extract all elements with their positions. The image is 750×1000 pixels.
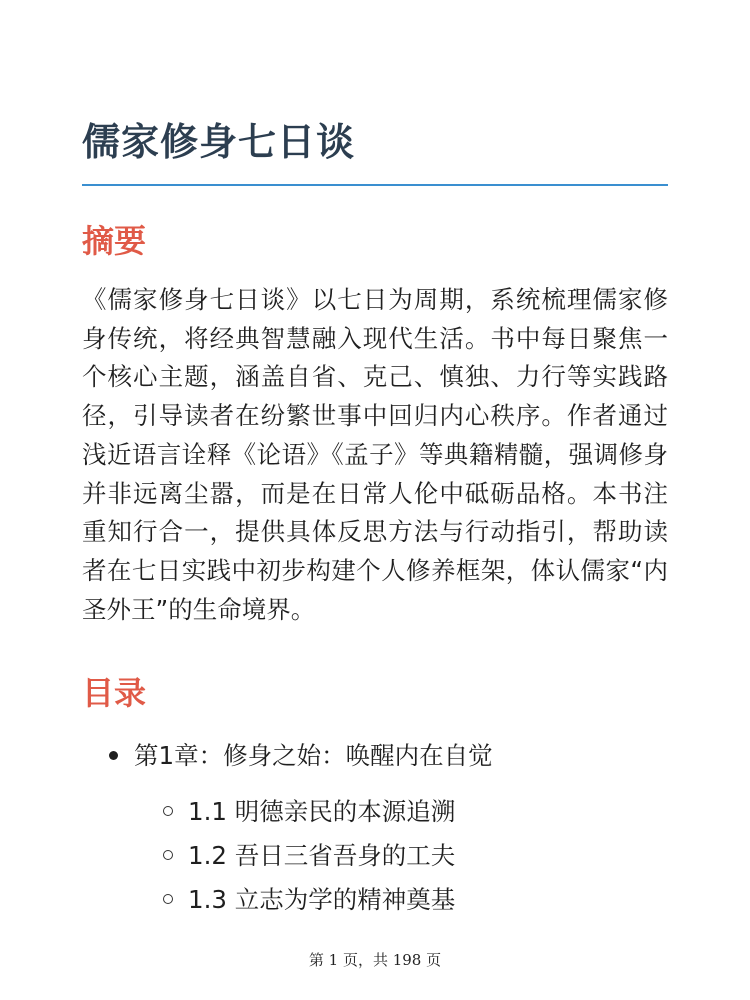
toc-section-label: 1.3 立志为学的精神奠基: [188, 885, 456, 914]
bullet-circle-icon: [163, 806, 173, 816]
bullet-circle-icon: [163, 850, 173, 860]
toc-chapter-label: 第1章：修身之始：唤醒内在自觉: [134, 741, 493, 770]
document-title: 儒家修身七日谈: [82, 120, 356, 164]
toc-section-label: 1.2 吾日三省吾身的工夫: [188, 841, 456, 870]
abstract-paragraph: 《儒家修身七日谈》以七日为周期，系统梳理儒家修身传统，将经典智慧融入现代生活。书中每日聚焦一个核心主题，涵盖自省、克己、慎独、力行等实践路径，引导读者在纷繁世事中回归内心秩序。作者通过浅近语言诠释《论语》《孟子》等典籍精髓，强调修身并非远离尘嚣，而是在日常人伦中砥砺品格。本书注重知行合一，提供具体反思方法与行动指引，帮助读者在七日实践中初步构建个人修养框架，体认儒家“内圣外王”的生命境界。: [82, 285, 668, 624]
abstract-heading: 摘要: [82, 222, 147, 260]
toc-section-label: 1.1 明德亲民的本源追溯: [188, 797, 456, 826]
toc-heading: 目录: [82, 674, 147, 712]
bullet-circle-icon: [163, 894, 173, 904]
title-divider: [82, 184, 668, 186]
page-number-footer: 第 1 页，共 198 页: [308, 951, 442, 969]
bullet-disc-icon: [109, 751, 118, 760]
